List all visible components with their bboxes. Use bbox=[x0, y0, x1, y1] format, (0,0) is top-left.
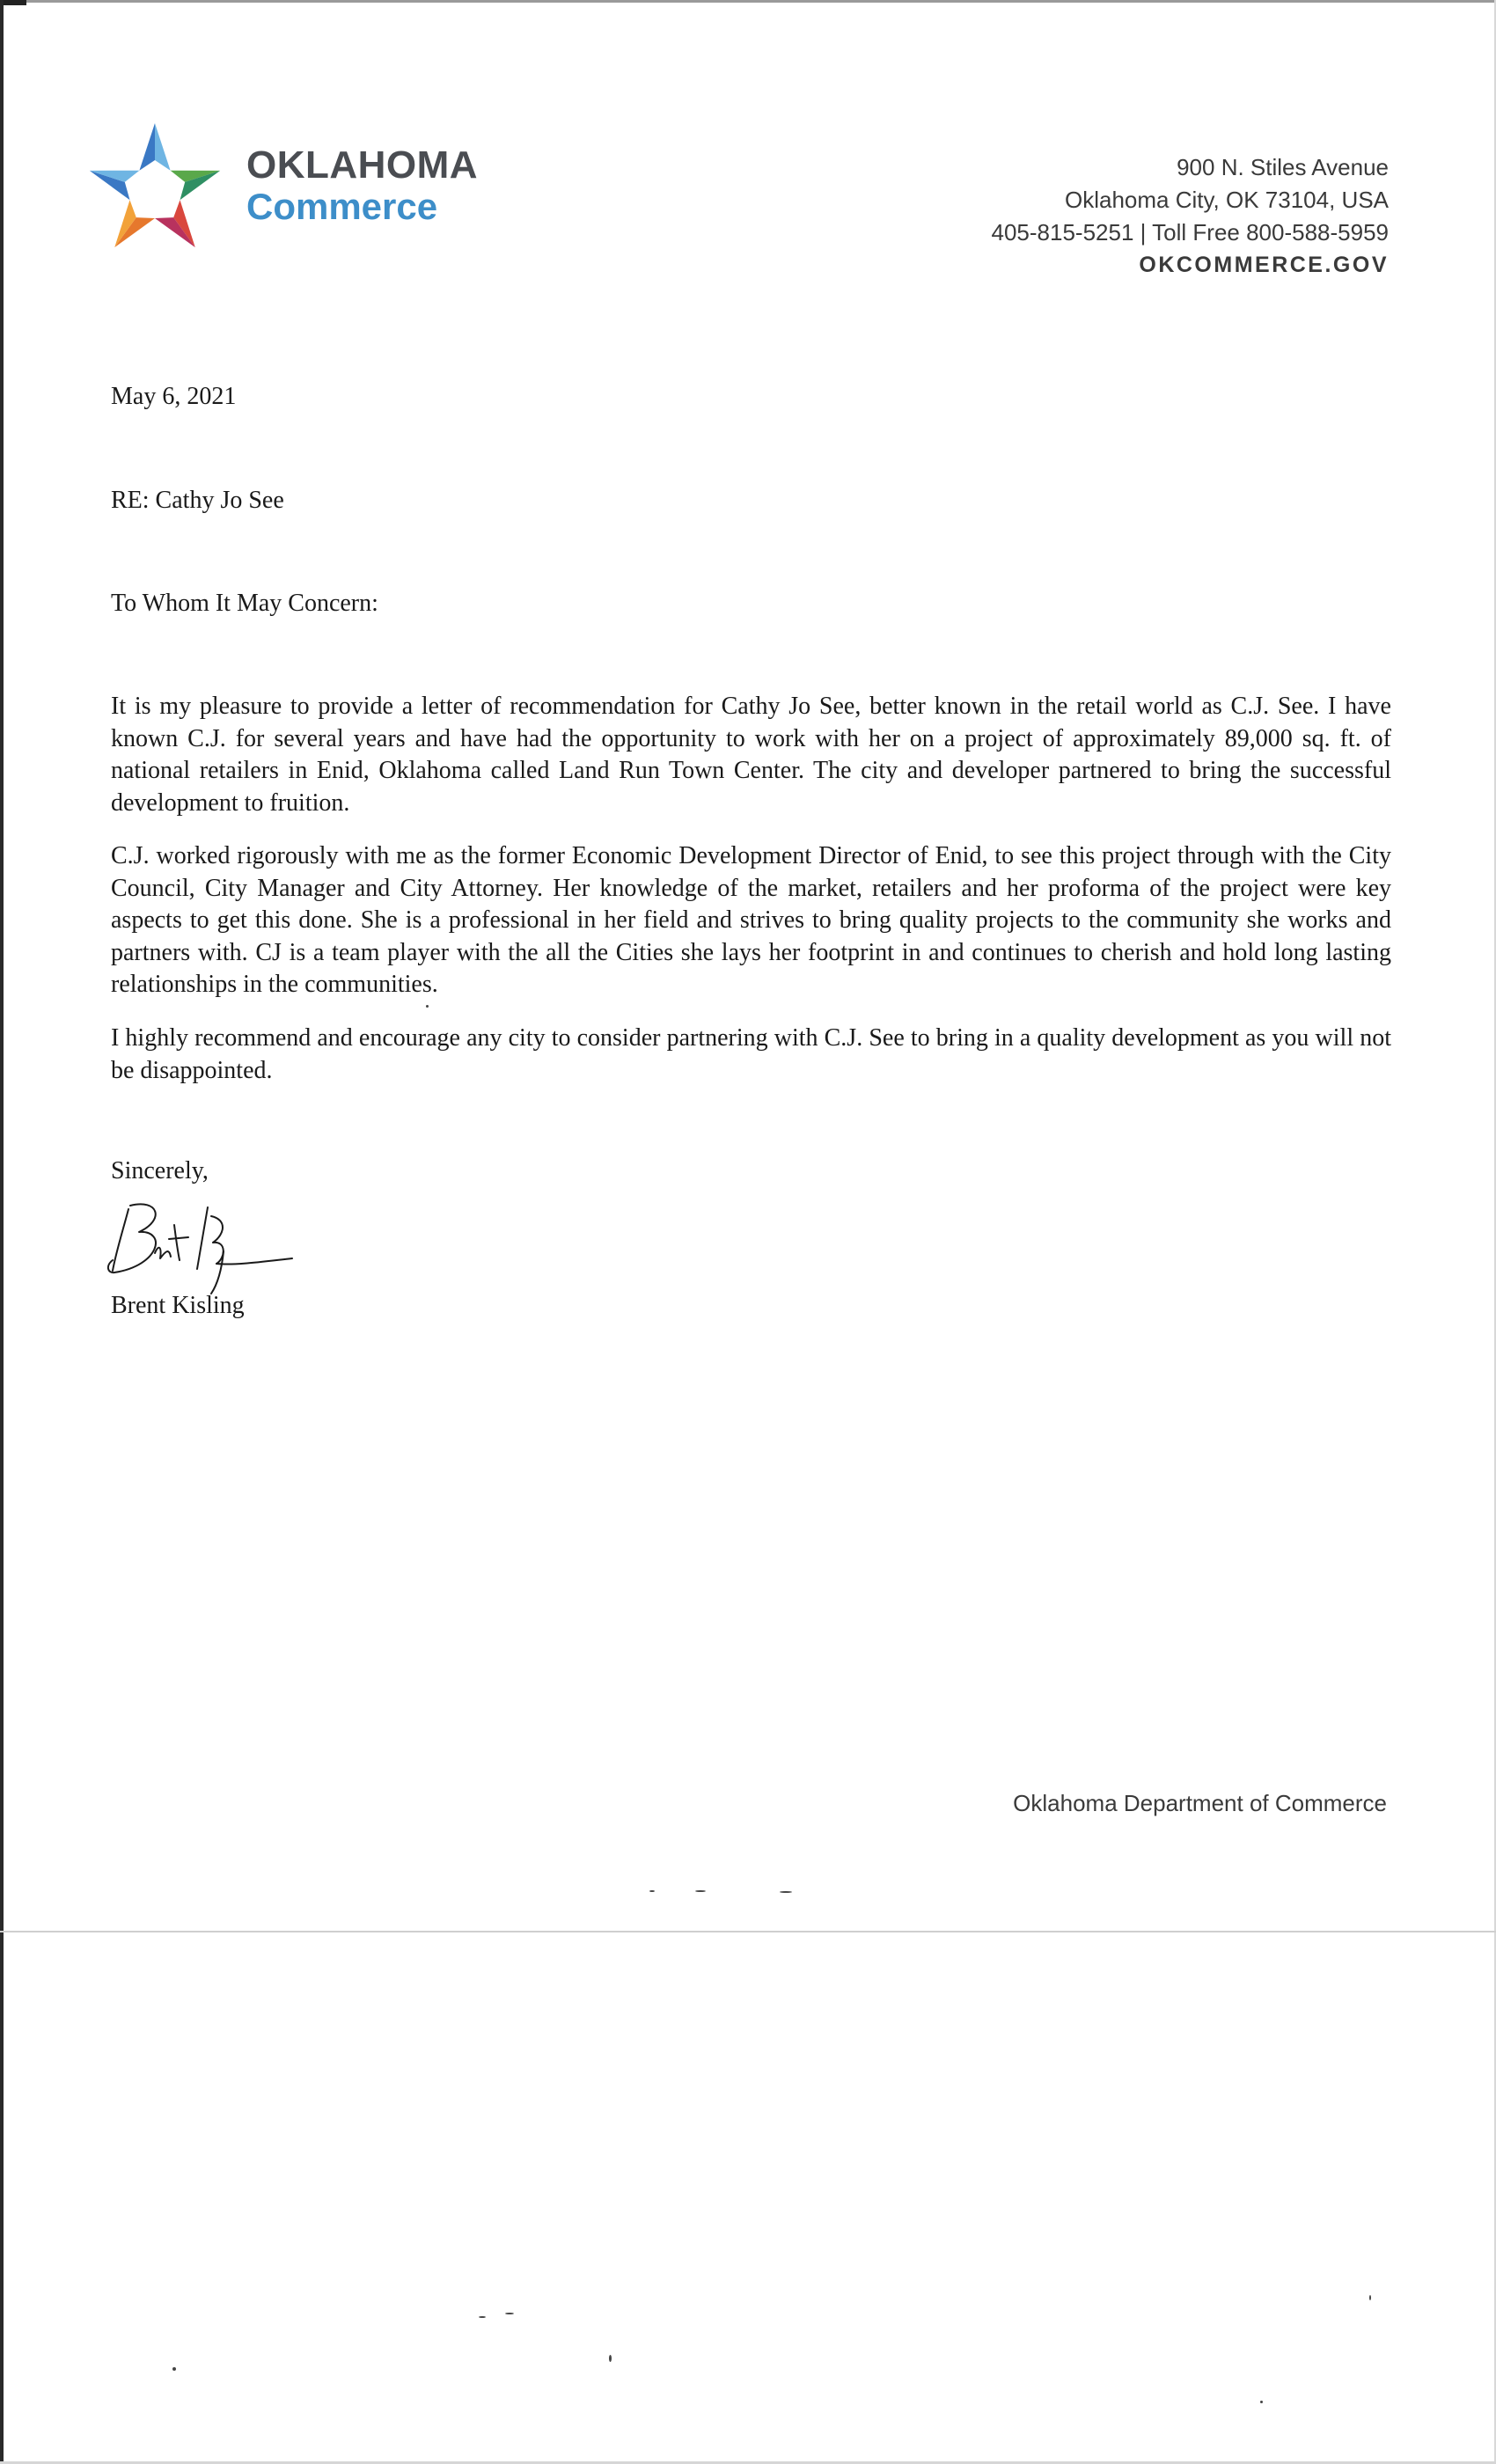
scan-edge-top bbox=[0, 0, 1496, 3]
letter-paragraph-2: C.J. worked rigorously with me as the former Economic Development Director of Enid, to see this project through with the City Council, City Manager and City Attorney. Her knowledge of the market, retailers and her proforma of the project were key aspects to get this done. She is a professional in her field and strives to bring quality projects to the community she works and partners with. CJ is a team player with the all the Cities she lays her footprint in and continues to cherish and hold long lasting relationships in the communities. bbox=[111, 842, 1391, 998]
scan-speck bbox=[505, 2313, 514, 2314]
letterhead-address-block bbox=[896, 151, 1389, 282]
scan-speck bbox=[609, 2355, 612, 2362]
letter-salutation: To Whom It May Concern: bbox=[111, 590, 378, 617]
star-petal bbox=[155, 123, 171, 171]
star-petal bbox=[139, 123, 155, 171]
scan-speck bbox=[426, 1005, 429, 1008]
scan-speck bbox=[1369, 2295, 1371, 2300]
letter-re-line: RE: Cathy Jo See bbox=[111, 487, 284, 514]
handwritten-signature bbox=[104, 1190, 297, 1304]
letter-paragraph-1: It is my pleasure to provide a letter of recommendation for Cathy Jo See, better known in the retail world as C.J. See. I have known C.J. for several years and have had the opportunity to work with her on a project of approximately 89,000 sq. ft. of national retailers in Enid, Oklahoma called Land Run Town Center. The city and developer partnered to bring the successful development to fruition. bbox=[111, 693, 1391, 817]
address-phone: 405-815-5251 | Toll Free 800-588-5959 bbox=[991, 219, 1389, 246]
scan-edge-left bbox=[0, 0, 4, 2464]
scan-speck bbox=[780, 1891, 792, 1893]
scan-speck bbox=[649, 1890, 655, 1892]
footer-organization: Oklahoma Department of Commerce bbox=[1013, 1790, 1387, 1816]
letter-paragraph-3: I highly recommend and encourage any city to consider partnering with C.J. See to bring in a quality development as you will not be disappointed. bbox=[111, 1024, 1391, 1084]
logo-word-oklahoma: OKLAHOMA bbox=[246, 143, 479, 187]
page-fold-line bbox=[0, 1931, 1496, 1932]
letter-signer-name: Brent Kisling bbox=[111, 1292, 245, 1319]
oklahoma-commerce-logo bbox=[84, 121, 479, 267]
address-city: Oklahoma City, OK 73104, USA bbox=[1064, 187, 1389, 213]
letter-date: May 6, 2021 bbox=[111, 383, 237, 410]
address-website: OKCOMMERCE.GOV bbox=[1139, 253, 1389, 277]
star-logo-icon bbox=[84, 121, 225, 262]
scan-speck bbox=[172, 2367, 176, 2371]
logo-word-commerce: Commerce bbox=[246, 186, 438, 227]
scan-edge-corner bbox=[0, 0, 26, 5]
scan-speck bbox=[1260, 2401, 1263, 2403]
scan-speck bbox=[695, 1890, 706, 1892]
scan-speck bbox=[479, 2316, 486, 2318]
letter-closing: Sincerely, bbox=[111, 1157, 209, 1184]
star-center bbox=[131, 167, 178, 212]
address-street: 900 N. Stiles Avenue bbox=[1177, 154, 1389, 180]
